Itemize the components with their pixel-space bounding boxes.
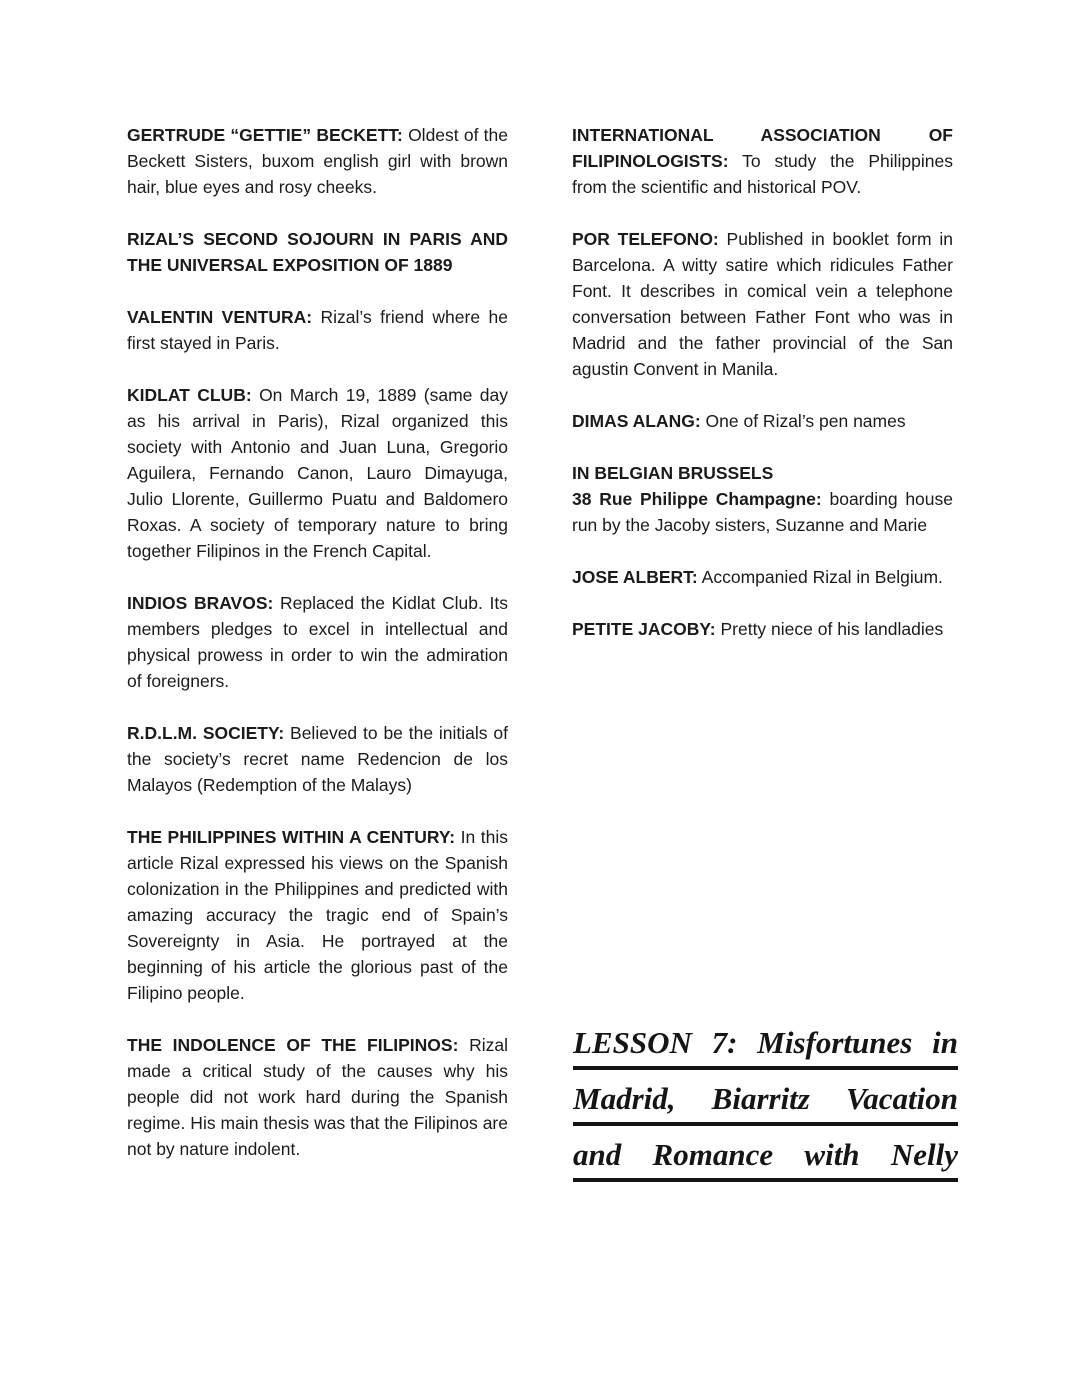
term-label: VALENTIN VENTURA: — [127, 307, 313, 327]
term-label: THE INDOLENCE OF THE FILIPINOS: — [127, 1035, 459, 1055]
term-label: R.D.L.M. SOCIETY: — [127, 723, 285, 743]
entry-indios-bravos — [127, 590, 508, 694]
entry-kidlat-club — [127, 382, 508, 564]
entry-petite-jacoby — [572, 616, 953, 642]
term-label: POR TELEFONO: — [572, 229, 719, 249]
definition-text: Accompanied Rizal in Belgium. — [701, 567, 943, 587]
term-label: INTERNATIONAL ASSOCIATION OF FILIPINOLOGISTS: — [572, 125, 953, 171]
term-label: GERTRUDE “GETTIE” BECKETT: — [127, 125, 403, 145]
entry-international-association — [572, 122, 953, 200]
entry-jose-albert — [572, 564, 953, 590]
entry-belgian-brussels — [572, 460, 953, 538]
section-heading-rizal-second-sojourn — [127, 226, 508, 278]
lesson-title-line-2: Madrid, Biarritz Vacation — [573, 1080, 958, 1126]
term-label: 38 Rue Philippe Champagne: — [572, 489, 822, 509]
entry-indolence-of-the-filipinos — [127, 1032, 508, 1162]
term-label: INDIOS BRAVOS: — [127, 593, 274, 613]
entry-gertrude-beckett — [127, 122, 508, 200]
left-column — [127, 122, 508, 1162]
lesson-title-line-3: and Romance with Nelly — [573, 1136, 958, 1182]
two-column-layout — [127, 122, 953, 1162]
section-heading-text: RIZAL’S SECOND SOJOURN IN PARIS AND THE UNIVERSAL EXPOSITION OF 1889 — [127, 229, 508, 275]
term-label: THE PHILIPPINES WITHIN A CENTURY: — [127, 827, 456, 847]
term-label: KIDLAT CLUB: — [127, 385, 252, 405]
definition-text: In this article Rizal expressed his views on the Spanish colonization in the Philippines and predicted with amazing accuracy the tragic end of Spain’s Sovereignty in Asia. He portrayed at the beginning of his article the glorious past of the Filipino people. — [127, 827, 508, 1003]
definition-text: Pretty niece of his landladies — [720, 619, 944, 639]
entry-dimas-alang — [572, 408, 953, 434]
entry-philippines-within-a-century — [127, 824, 508, 1006]
definition-text: One of Rizal’s pen names — [705, 411, 906, 431]
term-label: DIMAS ALANG: — [572, 411, 701, 431]
entry-rdlm-society — [127, 720, 508, 798]
right-column — [572, 122, 953, 1162]
definition-text: Rizal made a critical study of the causes why his people did not work hard during the Spanish regime. His main thesis was that the Filipinos are not by nature indolent. — [127, 1035, 508, 1159]
definition-text: To study the Philippines from the scientific and historical POV. — [572, 151, 953, 197]
definition-text: Published in booklet form in Barcelona. A witty satire which ridicules Father Font. It describes in comical vein a telephone conversation between Father Font who was in Madrid and the father provincial of the San agustin Convent in Manila. — [572, 229, 953, 379]
definition-text: On March 19, 1889 (same day as his arrival in Paris), Rizal organized this society with Antonio and Juan Luna, Gregorio Aguilera, Fernando Canon, Lauro Dimayuga, Julio Llorente, Guillermo Puatu and Baldomero Roxas. A society of temporary nature to bring together Filipinos in the French Capital. — [127, 385, 508, 561]
entry-por-telefono — [572, 226, 953, 382]
section-heading-text: IN BELGIAN BRUSSELS — [572, 463, 774, 483]
definition-text: boarding house run by the Jacoby sisters, Suzanne and Marie — [572, 489, 954, 535]
term-label: PETITE JACOBY: — [572, 619, 716, 639]
lesson-title — [573, 1024, 958, 1182]
definition-text: Believed to be the initials of the society’s recret name Redencion de los Malayos (Redemption of the Malays) — [127, 723, 508, 795]
entry-valentin-ventura — [127, 304, 508, 356]
definition-text: Rizal’s friend where he first stayed in Paris. — [127, 307, 508, 353]
definition-text: Oldest of the Beckett Sisters, buxom english girl with brown hair, blue eyes and rosy cheeks. — [127, 125, 508, 197]
lesson-title-line-1: LESSON 7: Misfortunes in — [573, 1024, 958, 1070]
definition-text: Replaced the Kidlat Club. Its members pledges to excel in intellectual and physical prowess in order to win the admiration of foreigners. — [127, 593, 508, 691]
term-label: JOSE ALBERT: — [572, 567, 698, 587]
